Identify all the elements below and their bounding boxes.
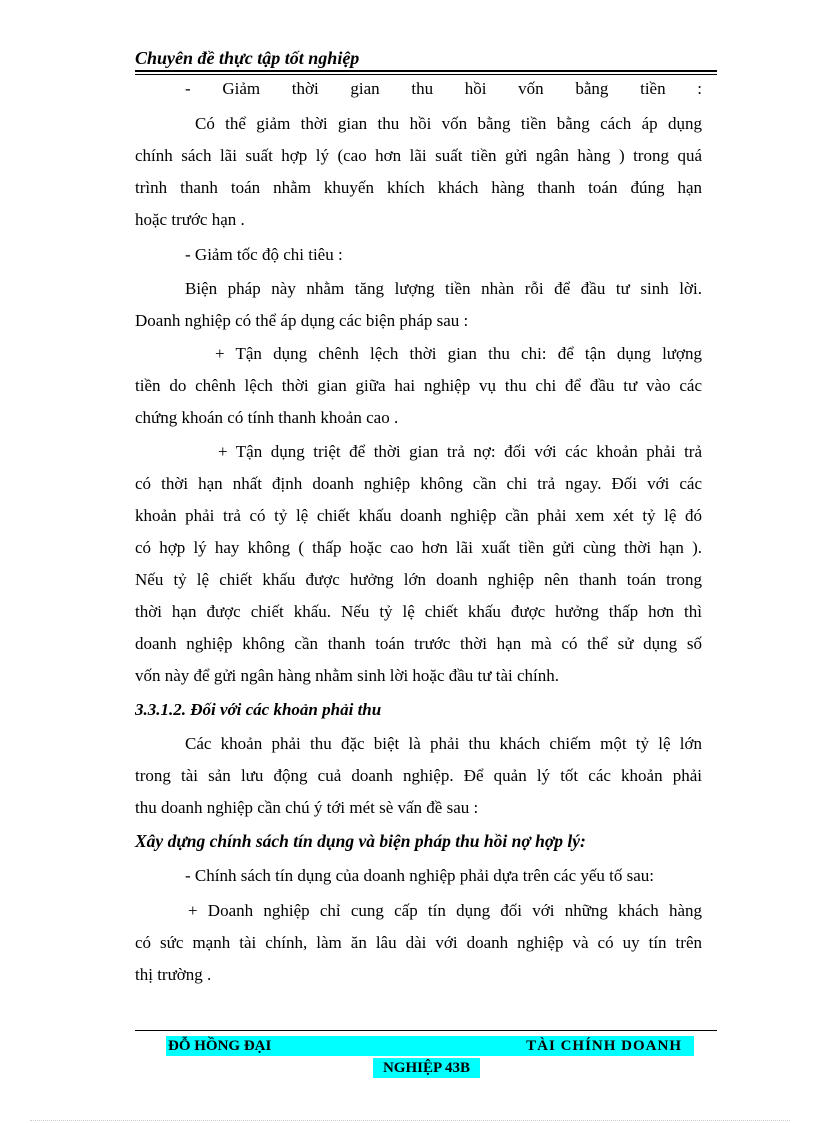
footer-rule xyxy=(135,1030,717,1031)
footer-class-part1: TÀI CHÍNH DOANH xyxy=(526,1038,682,1054)
header-rule xyxy=(135,70,717,72)
paragraph-line: thu doanh nghiệp cần chú ý tới mét sè vấn đề sau : xyxy=(135,798,479,817)
bullet-reduce-spending: - Giảm tốc độ chi tiêu : xyxy=(185,245,343,264)
paragraph-line: thời hạn được chiết khấu. Nếu tỷ lệ chiết khấu được hưởng thấp hơn thì xyxy=(135,602,702,621)
paragraph-line: + Tận dụng chênh lệch thời gian thu chi: để tận dụng lượng xyxy=(215,344,702,363)
paragraph-line: doanh nghiệp không cần thanh toán trước thời hạn mà có thể sử dụng số xyxy=(135,634,702,653)
paragraph-line: có sức mạnh tài chính, làm ăn lâu dài với doanh nghiệp và có uy tín trên xyxy=(135,933,702,952)
bullet-credit-policy: - Chính sách tín dụng của doanh nghiệp phải dựa trên các yếu tố sau: xyxy=(185,866,655,885)
paragraph-line: thị trường . xyxy=(135,965,212,984)
paragraph-line: trong tài sản lưu động cuả doanh nghiệp. Để quản lý tốt các khoản phải xyxy=(135,766,702,785)
paragraph-line: chứng khoán có tính thanh khoản cao . xyxy=(135,408,399,427)
paragraph-line: + Doanh nghiệp chỉ cung cấp tín dụng đối với những khách hàng xyxy=(188,901,702,920)
paragraph-line: có hợp lý hay không ( thấp hoặc cao hơn lãi xuất tiền gửi cùng thời hạn ). xyxy=(135,538,702,557)
subsection-heading: Xây dựng chính sách tín dụng và biện pháp thu hồi nợ hợp lý: xyxy=(135,831,586,851)
paragraph-line: Biện pháp này nhằm tăng lượng tiền nhàn rỗi để đầu tư sinh lời. xyxy=(185,279,702,298)
paragraph-line: khoản phải trả có tỷ lệ chiết khấu doanh nghiệp cần phải xem xét tỷ lệ đó xyxy=(135,506,702,525)
bullet-reduce-collection-time: - Giảm thời gian thu hồi vốn bằng tiền : xyxy=(185,79,702,98)
paragraph-line: hoặc trước hạn . xyxy=(135,210,245,229)
paragraph-line: chính sách lãi suất hợp lý (cao hơn lãi suất tiền gửi ngân hàng ) trong quá xyxy=(135,146,702,165)
paragraph-line: trình thanh toán nhằm khuyến khích khách hàng thanh toán đúng hạn xyxy=(135,178,702,197)
paragraph-line: Có thể giảm thời gian thu hồi vốn bằng tiền bằng cách áp dụng xyxy=(195,114,702,133)
paragraph-line: + Tận dụng triệt để thời gian trả nợ: đối với các khoản phải trả xyxy=(218,442,702,461)
section-heading: 3.3.1.2. Đối với các khoản phải thu xyxy=(135,700,382,719)
paragraph-line: Nếu tỷ lệ chiết khấu được hưởng lớn doanh nghiệp nên thanh toán trong xyxy=(135,570,702,589)
header-title: Chuyên đề thực tập tốt nghiệp xyxy=(135,48,360,68)
footer-class-part2: NGHIỆP 43B xyxy=(373,1058,480,1078)
footer-highlight xyxy=(166,1036,694,1056)
paragraph-line: Các khoản phải thu đặc biệt là phải thu khách chiếm một tỷ lệ lớn xyxy=(185,734,702,753)
paragraph-line: vốn này để gửi ngân hàng nhằm sinh lời hoặc đầu tư tài chính. xyxy=(135,666,559,685)
paragraph-line: Doanh nghiệp có thể áp dụng các biện pháp sau : xyxy=(135,311,469,330)
paragraph-line: tiền do chênh lệch thời gian giữa hai nghiệp vụ thu chi để đầu tư vào các xyxy=(135,376,702,395)
header-rule-thin xyxy=(135,74,717,75)
page-boundary xyxy=(30,1120,790,1121)
paragraph-line: có thời hạn nhất định doanh nghiệp không cần chi trả ngay. Đối với các xyxy=(135,474,702,493)
footer-author: ĐỖ HỒNG ĐẠI xyxy=(168,1038,272,1054)
